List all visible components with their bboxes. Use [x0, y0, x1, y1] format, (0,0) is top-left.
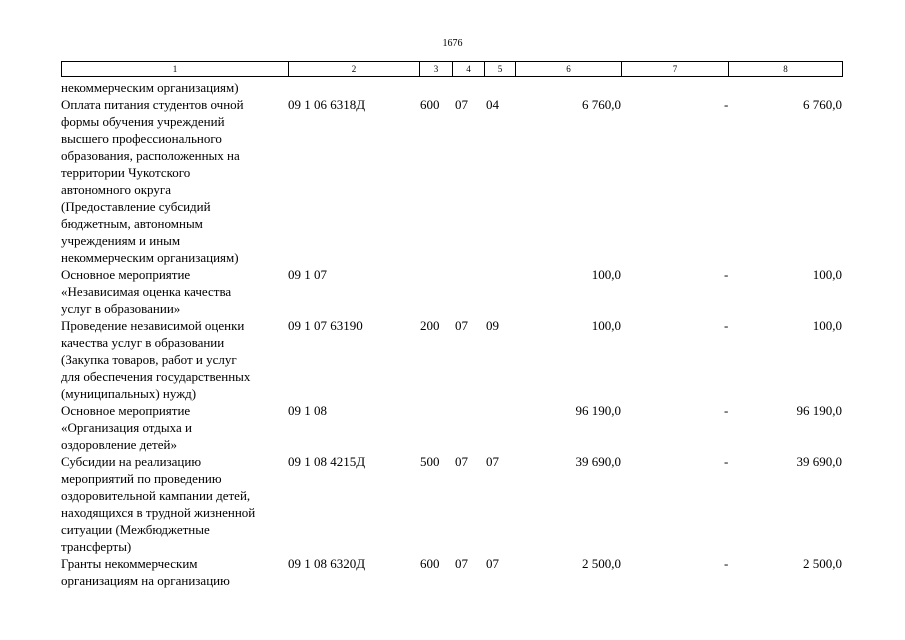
row-name: Основное мероприятие «Организация отдыха и оздоровление детей» — [61, 403, 192, 452]
table-row — [0, 96, 905, 266]
row-sum-col7: - — [724, 318, 729, 333]
row-sum-col8: 96 190,0 — [796, 403, 842, 418]
row-subsection: 09 — [486, 318, 499, 333]
row-sum-col7: - — [724, 267, 729, 282]
row-sum-col8: 6 760,0 — [803, 97, 842, 112]
column-header-3: 3 — [420, 62, 453, 76]
table-row — [0, 402, 905, 453]
row-code: 09 1 08 — [288, 403, 327, 418]
row-section: 07 — [455, 556, 468, 571]
column-header-row — [61, 61, 843, 77]
row-name: некоммерческим организациям) — [61, 80, 239, 95]
row-expense-type: 600 — [420, 97, 440, 112]
row-subsection: 07 — [486, 454, 499, 469]
table-row — [0, 266, 905, 317]
row-sum-col6: 100,0 — [591, 318, 621, 333]
row-name: Гранты некоммерческим организациям на организацию — [61, 556, 230, 588]
column-header-4: 4 — [453, 62, 485, 76]
row-sum-col6: 100,0 — [591, 267, 621, 282]
row-code: 09 1 08 4215Д — [288, 454, 366, 469]
row-expense-type: 600 — [420, 556, 440, 571]
row-section: 07 — [455, 97, 468, 112]
column-header-5: 5 — [485, 62, 516, 76]
row-name: Основное мероприятие «Независимая оценка качества услуг в образовании» — [61, 267, 232, 316]
row-sum-col8: 100,0 — [812, 267, 842, 282]
row-subsection: 04 — [486, 97, 499, 112]
row-sum-col8: 100,0 — [812, 318, 842, 333]
row-sum-col7: - — [724, 403, 729, 418]
row-section: 07 — [455, 454, 468, 469]
column-header-8: 8 — [783, 64, 788, 74]
row-sum-col8: 39 690,0 — [796, 454, 842, 469]
row-sum-col6: 96 190,0 — [575, 403, 621, 418]
column-header-2: 2 — [289, 62, 420, 76]
row-name: Проведение независимой оценки качества услуг в образовании (Закупка товаров, работ и услуг для обеспечения государственных (муниципальных) нужд) — [61, 318, 251, 401]
table-row — [0, 317, 905, 402]
table-row — [0, 79, 905, 96]
row-code: 09 1 07 — [288, 267, 327, 282]
row-sum-col7: - — [724, 454, 729, 469]
row-subsection: 07 — [486, 556, 499, 571]
row-name: Оплата питания студентов очной формы обучения учреждений высшего профессионального образования, расположенных на территории Чукотского автономного округа (Предоставление субсидий бюджетным, автономным учреждениям и иным некоммерческим организациям) — [61, 97, 244, 265]
row-sum-col7: - — [724, 97, 729, 112]
row-sum-col8: 2 500,0 — [803, 556, 842, 571]
column-header-1: 1 — [62, 62, 289, 76]
row-section: 07 — [455, 318, 468, 333]
row-code: 09 1 07 63190 — [288, 318, 363, 333]
row-expense-type: 200 — [420, 318, 440, 333]
row-sum-col7: - — [724, 556, 729, 571]
table-row — [0, 453, 905, 555]
row-code: 09 1 06 6318Д — [288, 97, 366, 112]
column-header-7: 7 — [622, 62, 729, 76]
column-header-6: 6 — [516, 62, 622, 76]
row-name: Субсидии на реализацию мероприятий по проведению оздоровительной кампании детей, находящихся в трудной жизненной ситуации (Межбюджетные трансферты) — [61, 454, 256, 554]
row-code: 09 1 08 6320Д — [288, 556, 366, 571]
row-sum-col6: 39 690,0 — [575, 454, 621, 469]
row-expense-type: 500 — [420, 454, 440, 469]
page-number: 1676 — [442, 38, 463, 49]
row-sum-col6: 6 760,0 — [582, 97, 621, 112]
row-sum-col6: 2 500,0 — [582, 556, 621, 571]
table-row — [0, 555, 905, 589]
budget-table-body — [0, 79, 905, 589]
